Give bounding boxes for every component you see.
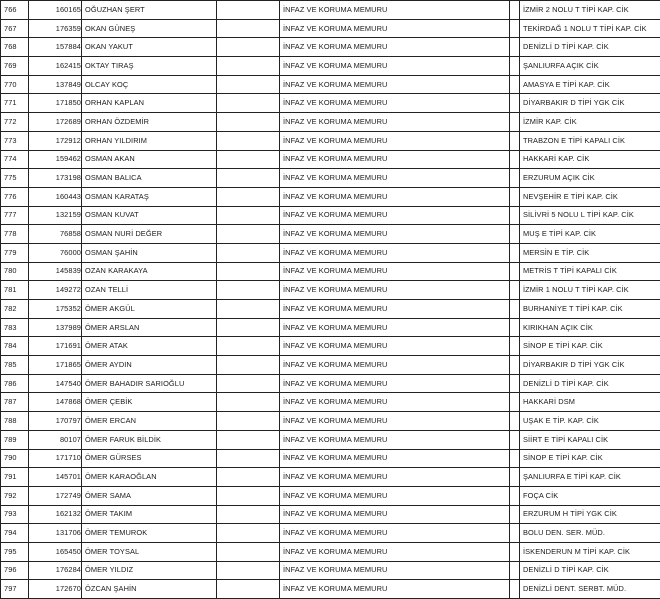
- registry-number-cell: 160443: [29, 187, 82, 206]
- institution-cell: İZMİR 1 NOLU T TİPİ KAP. CİK: [520, 281, 660, 300]
- blank-cell: [217, 449, 280, 468]
- blank-cell: [217, 374, 280, 393]
- full-name-cell: ÖMER TOYSAL: [82, 542, 217, 561]
- job-title-cell: İNFAZ VE KORUMA MEMURU: [280, 94, 510, 113]
- institution-cell: SİNOP E TİPİ KAP. CİK: [520, 337, 660, 356]
- job-title-cell: İNFAZ VE KORUMA MEMURU: [280, 430, 510, 449]
- row-number-cell: 790: [1, 449, 29, 468]
- gap-cell: [510, 393, 520, 412]
- registry-number-cell: 172689: [29, 113, 82, 132]
- blank-cell: [217, 580, 280, 599]
- full-name-cell: OKAN YAKUT: [82, 38, 217, 57]
- registry-number-cell: 132159: [29, 206, 82, 225]
- registry-number-cell: 80107: [29, 430, 82, 449]
- institution-cell: AMASYA E TİPİ KAP. CİK: [520, 75, 660, 94]
- registry-number-cell: 171850: [29, 94, 82, 113]
- row-number-cell: 779: [1, 243, 29, 262]
- institution-cell: TEKİRDAĞ 1 NOLU T TİPİ KAP. CİK: [520, 19, 660, 38]
- institution-cell: SİLİVRİ 5 NOLU L TİPİ KAP. CİK: [520, 206, 660, 225]
- row-number-cell: 774: [1, 150, 29, 169]
- blank-cell: [217, 300, 280, 319]
- gap-cell: [510, 318, 520, 337]
- table-row: [1, 1, 660, 20]
- gap-cell: [510, 356, 520, 375]
- full-name-cell: OSMAN BALICA: [82, 169, 217, 188]
- table-row: [1, 561, 660, 580]
- institution-cell: BURHANİYE T TİPİ KAP. CİK: [520, 300, 660, 319]
- gap-cell: [510, 430, 520, 449]
- row-number-cell: 793: [1, 505, 29, 524]
- table-row: [1, 580, 660, 599]
- full-name-cell: ÖMER AKGÜL: [82, 300, 217, 319]
- table-row: [1, 262, 660, 281]
- row-number-cell: 767: [1, 19, 29, 38]
- blank-cell: [217, 75, 280, 94]
- full-name-cell: OZAN KARAKAYA: [82, 262, 217, 281]
- gap-cell: [510, 206, 520, 225]
- registry-number-cell: 137849: [29, 75, 82, 94]
- institution-cell: DİYARBAKIR D TİPİ YGK CİK: [520, 94, 660, 113]
- table-row: [1, 75, 660, 94]
- job-title-cell: İNFAZ VE KORUMA MEMURU: [280, 412, 510, 431]
- gap-cell: [510, 150, 520, 169]
- row-number-cell: 787: [1, 393, 29, 412]
- table-row: [1, 374, 660, 393]
- registry-number-cell: 171865: [29, 356, 82, 375]
- full-name-cell: OĞUZHAN ŞERT: [82, 1, 217, 20]
- registry-number-cell: 170797: [29, 412, 82, 431]
- row-number-cell: 780: [1, 262, 29, 281]
- job-title-cell: İNFAZ VE KORUMA MEMURU: [280, 75, 510, 94]
- blank-cell: [217, 225, 280, 244]
- blank-cell: [217, 19, 280, 38]
- job-title-cell: İNFAZ VE KORUMA MEMURU: [280, 561, 510, 580]
- blank-cell: [217, 356, 280, 375]
- institution-cell: SİİRT E TİPİ KAPALI CİK: [520, 430, 660, 449]
- row-number-cell: 788: [1, 412, 29, 431]
- blank-cell: [217, 131, 280, 150]
- row-number-cell: 797: [1, 580, 29, 599]
- blank-cell: [217, 38, 280, 57]
- gap-cell: [510, 262, 520, 281]
- job-title-cell: İNFAZ VE KORUMA MEMURU: [280, 206, 510, 225]
- table-row: [1, 94, 660, 113]
- full-name-cell: ÖMER KARAOĞLAN: [82, 468, 217, 487]
- table-row: [1, 542, 660, 561]
- job-title-cell: İNFAZ VE KORUMA MEMURU: [280, 318, 510, 337]
- job-title-cell: İNFAZ VE KORUMA MEMURU: [280, 524, 510, 543]
- institution-cell: İZMİR 2 NOLU T TİPİ KAP. CİK: [520, 1, 660, 20]
- row-number-cell: 791: [1, 468, 29, 487]
- job-title-cell: İNFAZ VE KORUMA MEMURU: [280, 486, 510, 505]
- job-title-cell: İNFAZ VE KORUMA MEMURU: [280, 131, 510, 150]
- job-title-cell: İNFAZ VE KORUMA MEMURU: [280, 57, 510, 76]
- full-name-cell: ÖMER ATAK: [82, 337, 217, 356]
- institution-cell: UŞAK E TİP. KAP. CİK: [520, 412, 660, 431]
- row-number-cell: 770: [1, 75, 29, 94]
- table-row: [1, 38, 660, 57]
- table-row: [1, 449, 660, 468]
- job-title-cell: İNFAZ VE KORUMA MEMURU: [280, 449, 510, 468]
- full-name-cell: ÖMER YILDIZ: [82, 561, 217, 580]
- full-name-cell: ÖMER BAHADIR SARIOĞLU: [82, 374, 217, 393]
- row-number-cell: 775: [1, 169, 29, 188]
- registry-number-cell: 165450: [29, 542, 82, 561]
- registry-number-cell: 176359: [29, 19, 82, 38]
- full-name-cell: ÖMER ÇEBİK: [82, 393, 217, 412]
- row-number-cell: 768: [1, 38, 29, 57]
- job-title-cell: İNFAZ VE KORUMA MEMURU: [280, 374, 510, 393]
- row-number-cell: 777: [1, 206, 29, 225]
- job-title-cell: İNFAZ VE KORUMA MEMURU: [280, 19, 510, 38]
- registry-number-cell: 171691: [29, 337, 82, 356]
- table-row: [1, 243, 660, 262]
- gap-cell: [510, 449, 520, 468]
- table-row: [1, 300, 660, 319]
- table-row: [1, 113, 660, 132]
- gap-cell: [510, 187, 520, 206]
- blank-cell: [217, 281, 280, 300]
- table-row: [1, 337, 660, 356]
- gap-cell: [510, 524, 520, 543]
- institution-cell: DİYARBAKIR D TİPİ YGK CİK: [520, 356, 660, 375]
- registry-number-cell: 172749: [29, 486, 82, 505]
- job-title-cell: İNFAZ VE KORUMA MEMURU: [280, 337, 510, 356]
- row-number-cell: 784: [1, 337, 29, 356]
- gap-cell: [510, 374, 520, 393]
- registry-number-cell: 147540: [29, 374, 82, 393]
- institution-cell: DENİZLİ D TİPİ KAP. CİK: [520, 38, 660, 57]
- institution-cell: BOLU DEN. SER. MÜD.: [520, 524, 660, 543]
- blank-cell: [217, 524, 280, 543]
- blank-cell: [217, 150, 280, 169]
- blank-cell: [217, 430, 280, 449]
- table-row: [1, 225, 660, 244]
- registry-number-cell: 173198: [29, 169, 82, 188]
- table-row: [1, 524, 660, 543]
- institution-cell: İSKENDERUN M TİPİ KAP. CİK: [520, 542, 660, 561]
- gap-cell: [510, 412, 520, 431]
- full-name-cell: ORHAN ÖZDEMİR: [82, 113, 217, 132]
- registry-number-cell: 162132: [29, 505, 82, 524]
- gap-cell: [510, 486, 520, 505]
- registry-number-cell: 176284: [29, 561, 82, 580]
- full-name-cell: OSMAN NURİ DEĞER: [82, 225, 217, 244]
- table-row: [1, 393, 660, 412]
- gap-cell: [510, 169, 520, 188]
- job-title-cell: İNFAZ VE KORUMA MEMURU: [280, 243, 510, 262]
- registry-number-cell: 137989: [29, 318, 82, 337]
- row-number-cell: 778: [1, 225, 29, 244]
- table-row: [1, 19, 660, 38]
- row-number-cell: 781: [1, 281, 29, 300]
- blank-cell: [217, 468, 280, 487]
- table-row: [1, 430, 660, 449]
- blank-cell: [217, 94, 280, 113]
- institution-cell: HAKKARİ DSM: [520, 393, 660, 412]
- registry-number-cell: 149272: [29, 281, 82, 300]
- gap-cell: [510, 57, 520, 76]
- institution-cell: MERSİN E TİP. CİK: [520, 243, 660, 262]
- registry-number-cell: 76000: [29, 243, 82, 262]
- job-title-cell: İNFAZ VE KORUMA MEMURU: [280, 356, 510, 375]
- gap-cell: [510, 225, 520, 244]
- job-title-cell: İNFAZ VE KORUMA MEMURU: [280, 113, 510, 132]
- registry-number-cell: 160165: [29, 1, 82, 20]
- full-name-cell: OSMAN AKAN: [82, 150, 217, 169]
- blank-cell: [217, 337, 280, 356]
- table-row: [1, 356, 660, 375]
- blank-cell: [217, 393, 280, 412]
- table-row: [1, 206, 660, 225]
- full-name-cell: ÖMER ERCAN: [82, 412, 217, 431]
- row-number-cell: 792: [1, 486, 29, 505]
- registry-number-cell: 172912: [29, 131, 82, 150]
- gap-cell: [510, 281, 520, 300]
- blank-cell: [217, 187, 280, 206]
- institution-cell: SİNOP E TİPİ KAP. CİK: [520, 449, 660, 468]
- full-name-cell: ÖMER GÜRSES: [82, 449, 217, 468]
- full-name-cell: ÖMER TAKIM: [82, 505, 217, 524]
- job-title-cell: İNFAZ VE KORUMA MEMURU: [280, 187, 510, 206]
- row-number-cell: 766: [1, 1, 29, 20]
- blank-cell: [217, 412, 280, 431]
- full-name-cell: ORHAN KAPLAN: [82, 94, 217, 113]
- gap-cell: [510, 243, 520, 262]
- blank-cell: [217, 1, 280, 20]
- institution-cell: İZMİR KAP. CİK: [520, 113, 660, 132]
- registry-number-cell: 162415: [29, 57, 82, 76]
- table-body: [1, 1, 660, 599]
- row-number-cell: 776: [1, 187, 29, 206]
- gap-cell: [510, 1, 520, 20]
- full-name-cell: ORHAN YILDIRIM: [82, 131, 217, 150]
- table-row: [1, 281, 660, 300]
- institution-cell: MUŞ E TİPİ KAP. CİK: [520, 225, 660, 244]
- blank-cell: [217, 57, 280, 76]
- registry-number-cell: 157884: [29, 38, 82, 57]
- institution-cell: ERZURUM H TİPİ YGK CİK: [520, 505, 660, 524]
- blank-cell: [217, 243, 280, 262]
- row-number-cell: 769: [1, 57, 29, 76]
- full-name-cell: OKAN GÜNEŞ: [82, 19, 217, 38]
- institution-cell: KIRIKHAN AÇIK CİK: [520, 318, 660, 337]
- row-number-cell: 795: [1, 542, 29, 561]
- job-title-cell: İNFAZ VE KORUMA MEMURU: [280, 505, 510, 524]
- job-title-cell: İNFAZ VE KORUMA MEMURU: [280, 38, 510, 57]
- registry-number-cell: 159462: [29, 150, 82, 169]
- institution-cell: DENİZLİ D TİPİ KAP. CİK: [520, 561, 660, 580]
- table-row: [1, 187, 660, 206]
- full-name-cell: OZAN TELLİ: [82, 281, 217, 300]
- row-number-cell: 782: [1, 300, 29, 319]
- institution-cell: DENİZLİ DENT. SERBT. MÜD.: [520, 580, 660, 599]
- job-title-cell: İNFAZ VE KORUMA MEMURU: [280, 262, 510, 281]
- job-title-cell: İNFAZ VE KORUMA MEMURU: [280, 150, 510, 169]
- blank-cell: [217, 113, 280, 132]
- gap-cell: [510, 300, 520, 319]
- registry-number-cell: 147868: [29, 393, 82, 412]
- full-name-cell: ÖMER TEMUROK: [82, 524, 217, 543]
- full-name-cell: ÖZCAN ŞAHİN: [82, 580, 217, 599]
- full-name-cell: OKTAY TIRAŞ: [82, 57, 217, 76]
- row-number-cell: 794: [1, 524, 29, 543]
- registry-number-cell: 131706: [29, 524, 82, 543]
- full-name-cell: OSMAN ŞAHİN: [82, 243, 217, 262]
- full-name-cell: OSMAN KARATAŞ: [82, 187, 217, 206]
- job-title-cell: İNFAZ VE KORUMA MEMURU: [280, 542, 510, 561]
- gap-cell: [510, 580, 520, 599]
- full-name-cell: OLCAY KOÇ: [82, 75, 217, 94]
- table-row: [1, 468, 660, 487]
- gap-cell: [510, 131, 520, 150]
- registry-number-cell: 172670: [29, 580, 82, 599]
- blank-cell: [217, 561, 280, 580]
- blank-cell: [217, 486, 280, 505]
- registry-number-cell: 175352: [29, 300, 82, 319]
- gap-cell: [510, 75, 520, 94]
- job-title-cell: İNFAZ VE KORUMA MEMURU: [280, 281, 510, 300]
- table-row: [1, 486, 660, 505]
- registry-number-cell: 145839: [29, 262, 82, 281]
- blank-cell: [217, 318, 280, 337]
- row-number-cell: 785: [1, 356, 29, 375]
- full-name-cell: ÖMER ARSLAN: [82, 318, 217, 337]
- row-number-cell: 786: [1, 374, 29, 393]
- gap-cell: [510, 38, 520, 57]
- institution-cell: METRİS T TİPİ KAPALI CİK: [520, 262, 660, 281]
- table-row: [1, 131, 660, 150]
- job-title-cell: İNFAZ VE KORUMA MEMURU: [280, 468, 510, 487]
- gap-cell: [510, 561, 520, 580]
- table-row: [1, 150, 660, 169]
- blank-cell: [217, 206, 280, 225]
- institution-cell: FOÇA CİK: [520, 486, 660, 505]
- institution-cell: NEVŞEHİR E TİPİ KAP. CİK: [520, 187, 660, 206]
- gap-cell: [510, 542, 520, 561]
- row-number-cell: 771: [1, 94, 29, 113]
- gap-cell: [510, 468, 520, 487]
- gap-cell: [510, 19, 520, 38]
- row-number-cell: 789: [1, 430, 29, 449]
- registry-number-cell: 145701: [29, 468, 82, 487]
- table-row: [1, 169, 660, 188]
- full-name-cell: OSMAN KUVAT: [82, 206, 217, 225]
- job-title-cell: İNFAZ VE KORUMA MEMURU: [280, 169, 510, 188]
- row-number-cell: 783: [1, 318, 29, 337]
- gap-cell: [510, 94, 520, 113]
- blank-cell: [217, 542, 280, 561]
- registry-number-cell: 171710: [29, 449, 82, 468]
- job-title-cell: İNFAZ VE KORUMA MEMURU: [280, 225, 510, 244]
- blank-cell: [217, 262, 280, 281]
- registry-number-cell: 76858: [29, 225, 82, 244]
- institution-cell: DENİZLİ D TİPİ KAP. CİK: [520, 374, 660, 393]
- row-number-cell: 796: [1, 561, 29, 580]
- institution-cell: ERZURUM AÇIK CİK: [520, 169, 660, 188]
- institution-cell: ŞANLIURFA AÇIK CİK: [520, 57, 660, 76]
- institution-cell: TRABZON E TİPİ KAPALI CİK: [520, 131, 660, 150]
- blank-cell: [217, 169, 280, 188]
- job-title-cell: İNFAZ VE KORUMA MEMURU: [280, 300, 510, 319]
- job-title-cell: İNFAZ VE KORUMA MEMURU: [280, 1, 510, 20]
- row-number-cell: 773: [1, 131, 29, 150]
- job-title-cell: İNFAZ VE KORUMA MEMURU: [280, 393, 510, 412]
- full-name-cell: ÖMER FARUK BİLDİK: [82, 430, 217, 449]
- institution-cell: HAKKARİ KAP. CİK: [520, 150, 660, 169]
- row-number-cell: 772: [1, 113, 29, 132]
- table-row: [1, 57, 660, 76]
- gap-cell: [510, 113, 520, 132]
- full-name-cell: ÖMER AYDIN: [82, 356, 217, 375]
- job-title-cell: İNFAZ VE KORUMA MEMURU: [280, 580, 510, 599]
- institution-cell: ŞANLIURFA E TİPİ KAP. CİK: [520, 468, 660, 487]
- table-row: [1, 318, 660, 337]
- gap-cell: [510, 337, 520, 356]
- full-name-cell: ÖMER SAMA: [82, 486, 217, 505]
- table-row: [1, 412, 660, 431]
